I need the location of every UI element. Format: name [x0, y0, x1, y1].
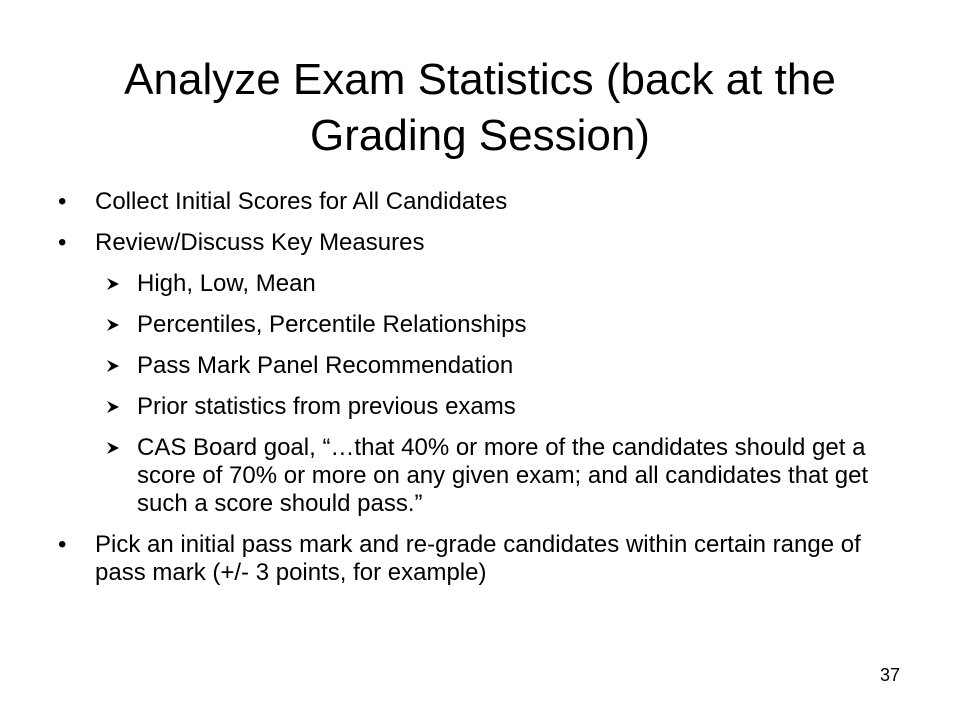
bullet-text: Pick an initial pass mark and re-grade candidates within certain range of pass mark (+/- 3 points, for example) [95, 531, 861, 586]
slide-title: Analyze Exam Statistics (back at the Grading Session) [124, 55, 836, 160]
sub-bullet-item [95, 434, 918, 518]
arrowhead-right-icon [105, 434, 129, 456]
bullet-item [58, 229, 918, 518]
arrowhead-right-icon [105, 352, 129, 374]
bullet-dot-icon: • [58, 229, 67, 256]
sub-bullet-text: Percentiles, Percentile Relationships [137, 311, 527, 338]
bullet-list [58, 188, 918, 600]
sub-bullet-text: CAS Board goal, “…that 40% or more of the candidates should get a score of 70% or more on any given exam; and all candidates that get such a score should pass.” [137, 434, 869, 517]
sub-bullet-item [95, 311, 918, 339]
sub-bullet-text: Pass Mark Panel Recommendation [137, 352, 514, 379]
sub-bullet-item [95, 393, 918, 421]
page-number: 37 [879, 665, 900, 685]
bullet-item [58, 188, 918, 216]
sub-bullet-text: High, Low, Mean [137, 270, 316, 297]
bullet-dot-icon: • [58, 531, 67, 558]
bullet-text: Collect Initial Scores for All Candidates [95, 188, 508, 215]
bullet-dot-icon: • [58, 188, 67, 215]
arrowhead-right-icon [105, 311, 129, 333]
bullet-text: Review/Discuss Key Measures [95, 229, 425, 256]
sub-bullet-item [95, 270, 918, 298]
arrowhead-right-icon [105, 393, 129, 415]
sub-bullet-list [95, 270, 918, 518]
sub-bullet-item [95, 352, 918, 380]
bullet-item [58, 531, 918, 587]
arrowhead-right-icon [105, 270, 129, 292]
sub-bullet-text: Prior statistics from previous exams [137, 393, 516, 420]
